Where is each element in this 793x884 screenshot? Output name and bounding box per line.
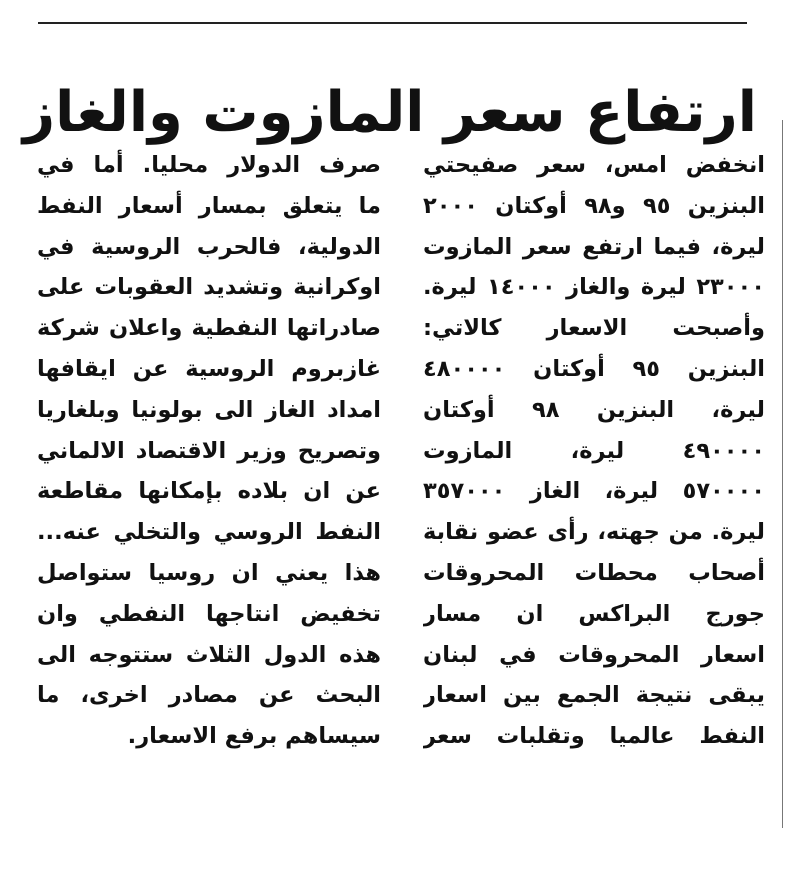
text-line: امداد الغاز الى بولونيا وبلغاريا — [37, 396, 381, 423]
text-line: هذا يعني ان روسيا ستواصل — [37, 559, 381, 586]
text-line: سيساهم برفع الاسعار. — [127, 723, 381, 750]
text-line: ليرة. من جهته، رأى عضو نقابة — [423, 519, 765, 546]
text-line: وتصريح وزير الاقتصاد الالماني — [37, 437, 381, 464]
text-line: البنزين ٩٥ أوكتان ٤٨٠٠٠٠ — [423, 355, 765, 382]
text-line: تخفيض انتاجها النفطي وان — [37, 600, 381, 627]
text-line: جورج البراكس ان مسار — [423, 600, 765, 627]
text-line: أصحاب محطات المحروقات — [423, 559, 765, 586]
text-line: النفط عالميا وتقلبات سعر — [423, 723, 765, 750]
article-column-right — [423, 145, 765, 757]
text-line: ٢٣٠٠٠ ليرة والغاز ١٤٠٠٠ ليرة. — [423, 274, 765, 301]
column-edge-rule — [782, 120, 783, 828]
text-line: وأصبحت الاسعار كالاتي: — [423, 315, 765, 342]
text-line: اوكرانية وتشديد العقوبات على — [37, 274, 381, 301]
text-line: انخفض امس، سعر صفيحتي — [423, 152, 765, 178]
text-line: الدولية، فالحرب الروسية في — [37, 233, 381, 260]
top-rule — [38, 22, 747, 24]
text-line: عن ان بلاده بإمكانها مقاطعة — [37, 478, 381, 505]
text-line: ما يتعلق بمسار أسعار النفط — [37, 192, 381, 219]
text-line: ٥٧٠٠٠٠ ليرة، الغاز ٣٥٧٠٠٠ — [423, 478, 765, 505]
text-line: صادراتها النفطية واعلان شركة — [37, 315, 381, 342]
text-line: اسعار المحروقات في لبنان — [423, 641, 765, 668]
text-line: ليرة، فيما ارتفع سعر المازوت — [423, 233, 765, 260]
text-line: البنزين ٩٥ و٩٨ أوكتان ٢٠٠٠ — [423, 192, 765, 219]
article-headline: ارتفاع سعر المازوت والغاز — [22, 79, 757, 145]
text-line: يبقى نتيجة الجمع بين اسعار — [423, 682, 765, 709]
text-line: هذه الدول الثلاث ستتوجه الى — [37, 641, 381, 668]
text-line: غازبروم الروسية عن ايقافها — [37, 355, 381, 382]
text-line: ليرة، البنزين ٩٨ أوكتان — [423, 396, 765, 423]
article-column-left — [37, 145, 381, 757]
text-line: صرف الدولار محليا. أما في — [37, 152, 381, 178]
text-line: ٤٩٠٠٠٠ ليرة، المازوت — [423, 437, 765, 464]
text-line: البحث عن مصادر اخرى، ما — [37, 682, 381, 709]
text-line: النفط الروسي والتخلي عنه... — [37, 519, 381, 546]
